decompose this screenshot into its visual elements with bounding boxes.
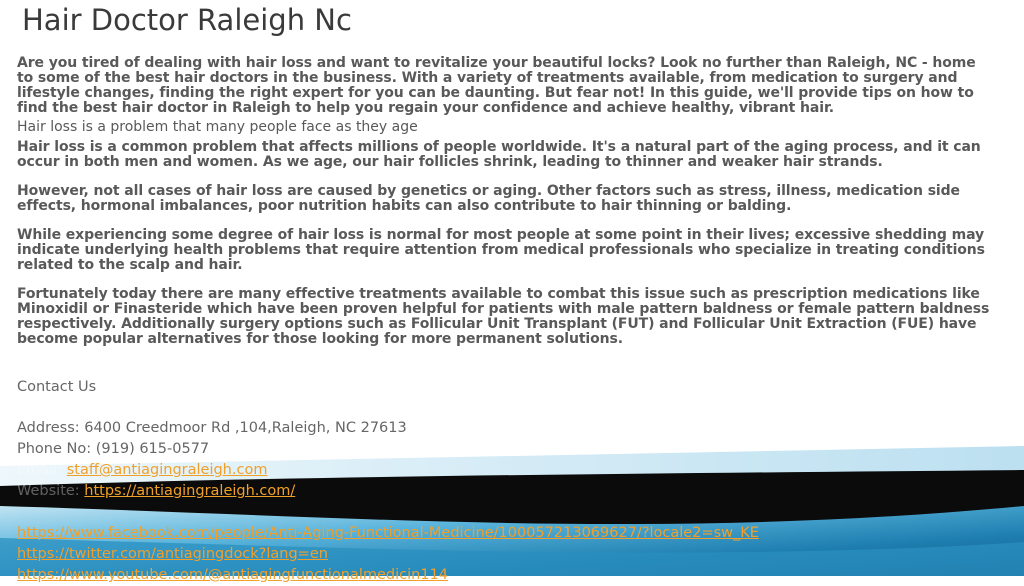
website-label: Website:: [17, 483, 85, 499]
youtube-link[interactable]: https://www.youtube.com/@antiagingfunctionalmedicin114: [17, 567, 449, 583]
contact-section: [17, 377, 759, 586]
social-links: [17, 523, 759, 586]
intro-paragraph: Are you tired of dealing with hair loss and want to revitalize your beautiful locks? Look no further than Raleigh, NC - home to some of the best hair doctors in the business. With a variety of treatments available, from medication to surgery and lifestyle changes, finding the right expert for you can be daunting. But fear not! In this guide, we'll provide tips on how to find the best hair doctor in Raleigh to help you regain your confidence and achieve healthy, vibrant hair.: [17, 55, 976, 116]
paragraph-2: However, not all cases of hair loss are caused by genetics or aging. Other factors such as stress, illness, medication side effects, hormonal imbalances, poor nutrition habits can also contribute to hair thinning or balding.: [17, 183, 960, 214]
contact-heading: Contact Us: [17, 379, 97, 395]
phone-line: Phone No: (919) 615-0577: [17, 441, 210, 457]
website-link[interactable]: https://antiagingraleigh.com/: [84, 483, 296, 499]
article-body: [17, 56, 992, 347]
facebook-link[interactable]: https://www.facebook.com/people/Anti-Aging-Functional-Medicine/100057213069627/?locale2=sw_KE: [17, 525, 759, 541]
twitter-link[interactable]: https://twitter.com/antiagingdock?lang=en: [17, 546, 328, 562]
email-label: Email:: [17, 462, 67, 478]
email-line: [17, 460, 759, 481]
website-line: [17, 481, 759, 502]
email-link[interactable]: staff@antiagingraleigh.com: [66, 462, 268, 478]
paragraph-3: While experiencing some degree of hair loss is normal for most people at some point in their lives; excessive shedding may indicate underlying health problems that require attention from medical professionals who specialize in treating conditions related to the scalp and hair.: [17, 227, 985, 273]
address-line: Address: 6400 Creedmoor Rd ,104,Raleigh, NC 27613: [17, 420, 407, 436]
paragraph-4: Fortunately today there are many effective treatments available to combat this issue such as prescription medications like Minoxidil or Finasteride which have been proven helpful for patients with male pattern baldness or female pattern baldness respectively. Additionally surgery options such as Follicular Unit Transplant (FUT) and Follicular Unit Extraction (FUE) have become popular alternatives for those looking for more permanent solutions.: [17, 286, 990, 347]
paragraph-1: Hair loss is a common problem that affects millions of people worldwide. It's a natural part of the aging process, and it can occur in both men and women. As we age, our hair follicles shrink, leading to thinner and weaker hair strands.: [17, 139, 981, 170]
page-title: Hair Doctor Raleigh Nc: [22, 3, 352, 37]
subheading: Hair loss is a problem that many people face as they age: [17, 119, 418, 135]
